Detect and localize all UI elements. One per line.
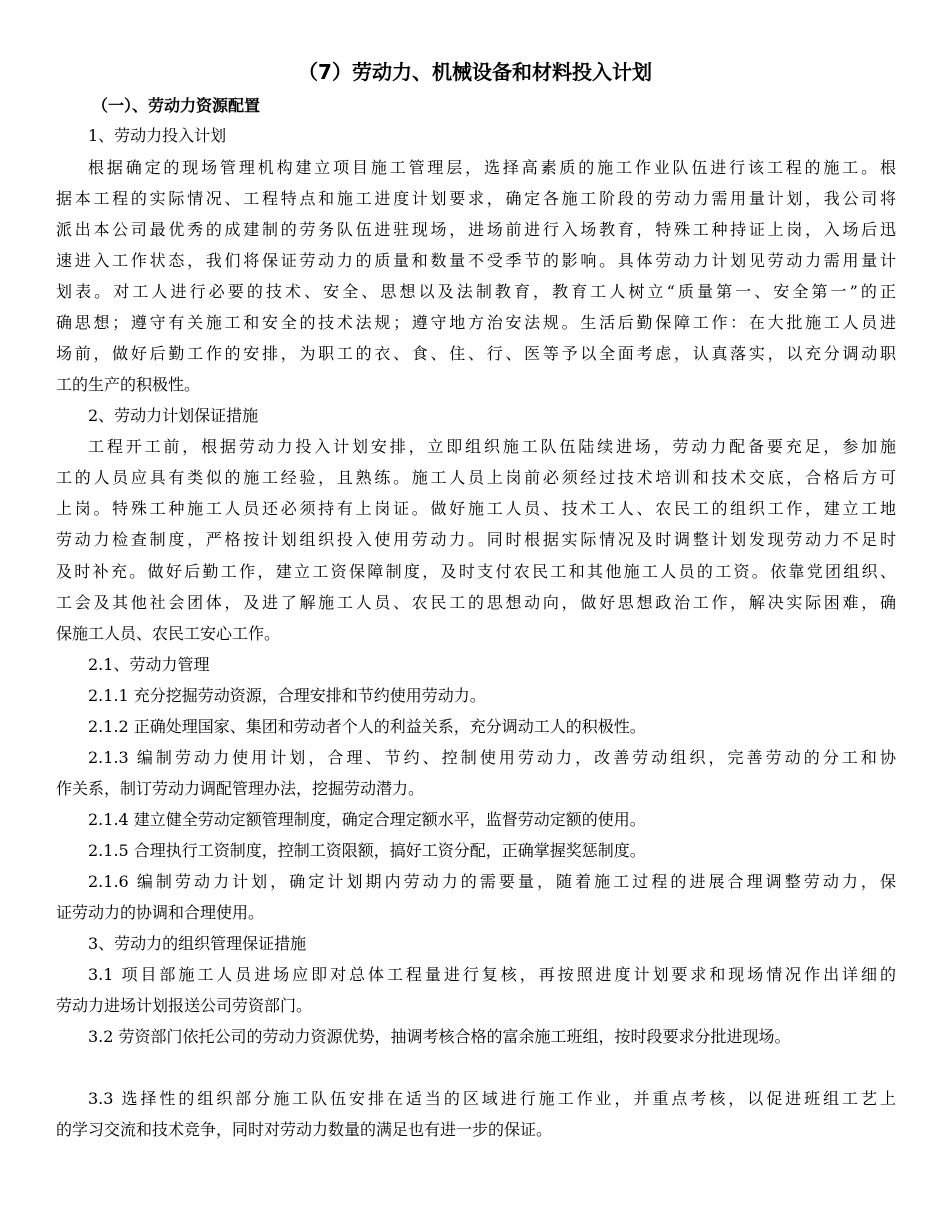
list-item: 3.2 劳资部门依托公司的劳动力资源优势，抽调考核合格的富余施工班组，按时段要求分批进现场。 (88, 1027, 791, 1046)
list-item-continuation: 证劳动力的协调和合理使用。 (56, 903, 265, 922)
paragraph-line: 工的生产的积极性。 (56, 375, 201, 394)
list-item: 2.1.4 建立健全劳动定额管理制度，确定合理定额水平，监督劳动定额的使用。 (88, 810, 646, 829)
list-item-continuation: 劳动力进场计划报送公司劳资部门。 (56, 996, 313, 1015)
paragraph-line: 派出本公司最优秀的成建制的劳务队伍进驻现场，进场前进行入场教育，特殊工种持证上岗，入场后迅 (56, 220, 896, 239)
list-item: 2.1.3 编制劳动力使用计划，合理、节约、控制使用劳动力，改善劳动组织，完善劳动的分工和协 (88, 748, 896, 767)
section-heading: （一）、劳动力资源配置 (92, 96, 261, 115)
paragraph-line: 确思想；遵守有关施工和安全的技术法规；遵守地方治安法规。生活后勤保障工作：在大批施工人员进 (56, 313, 896, 332)
paragraph-line: 及时补充。做好后勤工作，建立工资保障制度，及时支付农民工和其他施工人员的工资。依靠党团组织、 (56, 562, 896, 581)
list-item-continuation: 作关系，制订劳动力调配管理办法，挖掘劳动潜力。 (56, 779, 425, 798)
list-item: 2.1.5 合理执行工资制度，控制工资限额，搞好工资分配，正确掌握奖惩制度。 (88, 841, 646, 860)
paragraph-line: 工会及其他社会团体，及进了解施工人员、农民工的思想动向，做好思想政治工作，解决实际困难，确 (56, 593, 896, 612)
paragraph-line: 劳动力检查制度，严格按计划组织投入使用劳动力。同时根据实际情况及时调整计划发现劳动力不足时 (56, 530, 896, 549)
paragraph-line: 保施工人员、农民工安心工作。 (56, 624, 281, 643)
paragraph-line: 场前，做好后勤工作的安排，为职工的衣、食、住、行、医等予以全面考虑，认真落实，以充分调动职 (56, 344, 896, 363)
paragraph-line: 工程开工前，根据劳动力投入计划安排，立即组织施工队伍陆续进场，劳动力配备要充足，参加施 (88, 437, 896, 456)
paragraph-line: 上岗。特殊工种施工人员还必须持有上岗证。做好施工人员、技术工人、农民工的组织工作，建立工地 (56, 499, 896, 518)
list-item: 2.1.6 编制劳动力计划，确定计划期内劳动力的需要量，随着施工过程的进展合理调整劳动力，保 (88, 872, 896, 891)
paragraph-line: 根据确定的现场管理机构建立项目施工管理层，选择高素质的施工作业队伍进行该工程的施工。根 (88, 158, 896, 177)
list-item: 2.1.2 正确处理国家、集团和劳动者个人的利益关系，充分调动工人的积极性。 (88, 717, 646, 736)
paragraph-line: 划表。对工人进行必要的技术、安全、思想以及法制教育，教育工人树立“质量第一、安全第一”的正 (56, 282, 896, 301)
subsection-heading: 1、劳动力投入计划 (88, 126, 227, 145)
page-title: （7）劳动力、机械设备和材料投入计划 (298, 60, 652, 84)
subsection-heading: 2、劳动力计划保证措施 (88, 406, 259, 425)
paragraph-line: 速进入工作状态，我们将保证劳动力的质量和数量不受季节的影响。具体劳动力计划见劳动力需用量计 (56, 251, 896, 270)
paragraph-line: 据本工程的实际情况、工程特点和施工进度计划要求，确定各施工阶段的劳动力需用量计划，我公司将 (56, 189, 896, 208)
list-item: 2.1.1 充分挖掘劳动资源，合理安排和节约使用劳动力。 (88, 686, 486, 705)
list-item-continuation: 的学习交流和技术竞争，同时对劳动力数量的满足也有进一步的保证。 (56, 1120, 553, 1139)
list-item: 3.3 选择性的组织部分施工队伍安排在适当的区域进行施工作业，并重点考核，以促进班组工艺上 (88, 1089, 896, 1108)
list-item: 3.1 项目部施工人员进场应即对总体工程量进行复核，再按照进度计划要求和现场情况作出详细的 (88, 965, 896, 984)
paragraph-line: 工的人员应具有类似的施工经验，且熟练。施工人员上岗前必须经过技术培训和技术交底，合格后方可 (56, 468, 896, 487)
subsection-heading: 2.1、劳动力管理 (88, 655, 210, 674)
subsection-heading: 3、劳动力的组织管理保证措施 (88, 934, 307, 953)
